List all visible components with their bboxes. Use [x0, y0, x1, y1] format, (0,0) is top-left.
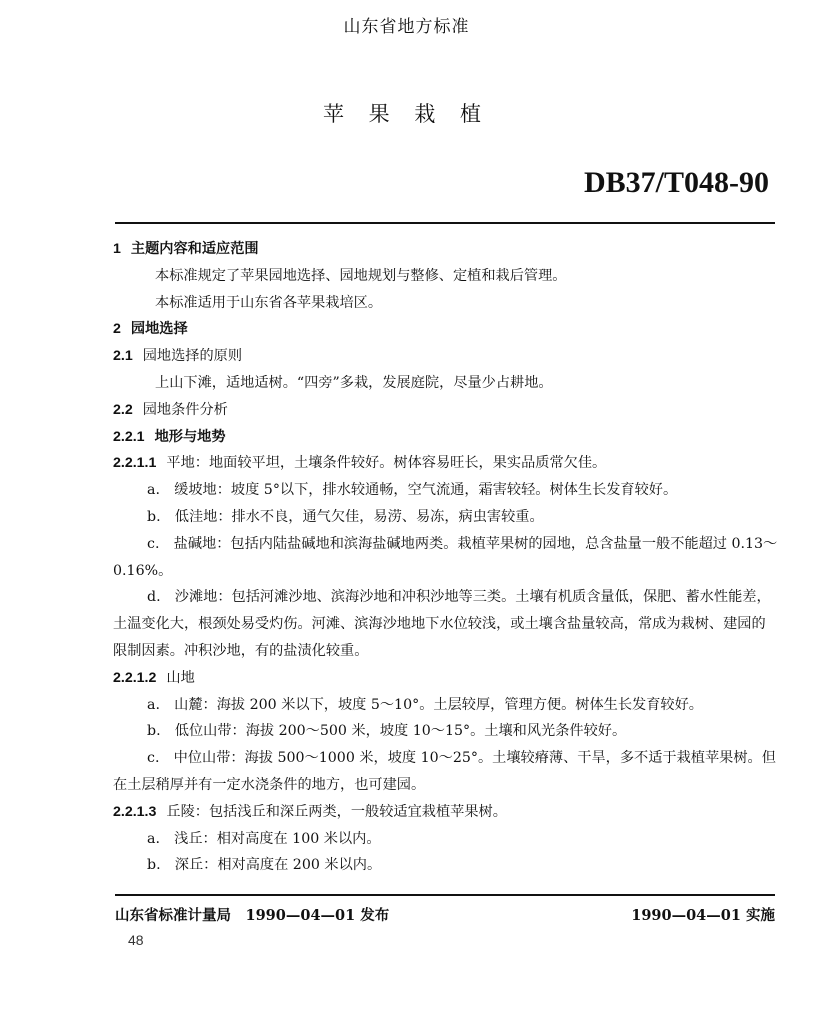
section-2-2-1-heading: 2.2.1 地形与地势	[113, 428, 226, 445]
footer-rule	[115, 894, 775, 896]
section-1-para-1: 本标准规定了苹果园地选择、园地规划与整修、定植和栽后管理。	[155, 267, 567, 284]
page-number: 48	[128, 932, 144, 948]
section-2-2-1-3: 2.2.1.3 丘陵：包括浅丘和深丘两类，一般较适宜栽植苹果树。	[113, 803, 507, 820]
item-2-2-1-3-b: b. 深丘：相对高度在 200 米以内。	[147, 857, 382, 874]
standard-category: 山东省地方标准	[343, 17, 470, 37]
item-2-2-1-2-b: b. 低位山带：海拔 200～500 米，坡度 10～15°。土壤和风光条件较好。	[147, 723, 627, 740]
section-2-heading: 2 园地选择	[113, 321, 188, 338]
item-2-2-1-2-a: a. 山麓：海拔 200 米以下，坡度 5～10°。土层较厚，管理方便。树体生长发育较好。	[147, 696, 703, 713]
section-2-1-heading: 2.1 园地选择的原则	[113, 348, 243, 365]
section-2-2-1-2: 2.2.1.2 山地	[113, 669, 195, 686]
effective-date: 1990—04—01 实施	[631, 907, 775, 924]
item-2-2-1-1-b: b. 低洼地：排水不良，通气欠佳，易涝、易冻，病虫害较重。	[147, 508, 544, 525]
item-2-2-1-1-d: d. 沙滩地：包括河滩沙地、滨海沙地和冲积沙地等三类。土壤有机质含量低，保肥、蓄水性能差，土温变化大，根颈处易受灼伤。河滩、滨海沙地地下水位较浅，或土壤含盐量较高，常成为栽树、建园的限制因素。冲积沙地，有的盐渍化较重。	[113, 589, 771, 659]
issue-info: 山东省标准计量局 1990—04—01 发布	[115, 907, 390, 924]
section-2-2-heading: 2.2 园地条件分析	[113, 401, 228, 418]
item-2-2-1-2-c: c. 中位山带：海拔 500～1000 米，坡度 10～25°。土壤较瘠薄、干旱，多不适于栽植苹果树。但在土层稍厚并有一定水浇条件的地方，也可建园。	[113, 750, 776, 793]
document-title: 苹 果 栽 植	[322, 102, 491, 126]
item-2-2-1-3-a: a. 浅丘：相对高度在 100 米以内。	[147, 830, 381, 847]
section-1-para-2: 本标准适用于山东省各苹果栽培区。	[155, 294, 383, 311]
standard-code: DB37/T048-90	[583, 166, 769, 199]
section-2-1-para: 上山下滩，适地适树。“四旁”多栽，发展庭院，尽量少占耕地。	[155, 374, 553, 391]
header-rule	[115, 222, 775, 224]
document-body	[113, 236, 779, 879]
item-2-2-1-1-c: c. 盐碱地：包括内陆盐碱地和滨海盐碱地两类。栽植苹果树的园地，总含盐量一般不能超过 0.13～0.16%。	[113, 535, 778, 579]
section-2-2-1-1: 2.2.1.1 平地：地面较平坦，土壤条件较好。树体容易旺长，果实品质常欠佳。	[113, 455, 607, 472]
item-2-2-1-1-a: a. 缓坡地：坡度 5°以下，排水较通畅，空气流通，霜害较轻。树体生长发育较好。	[147, 482, 678, 499]
section-1-heading: 1 主题内容和适应范围	[113, 241, 259, 257]
